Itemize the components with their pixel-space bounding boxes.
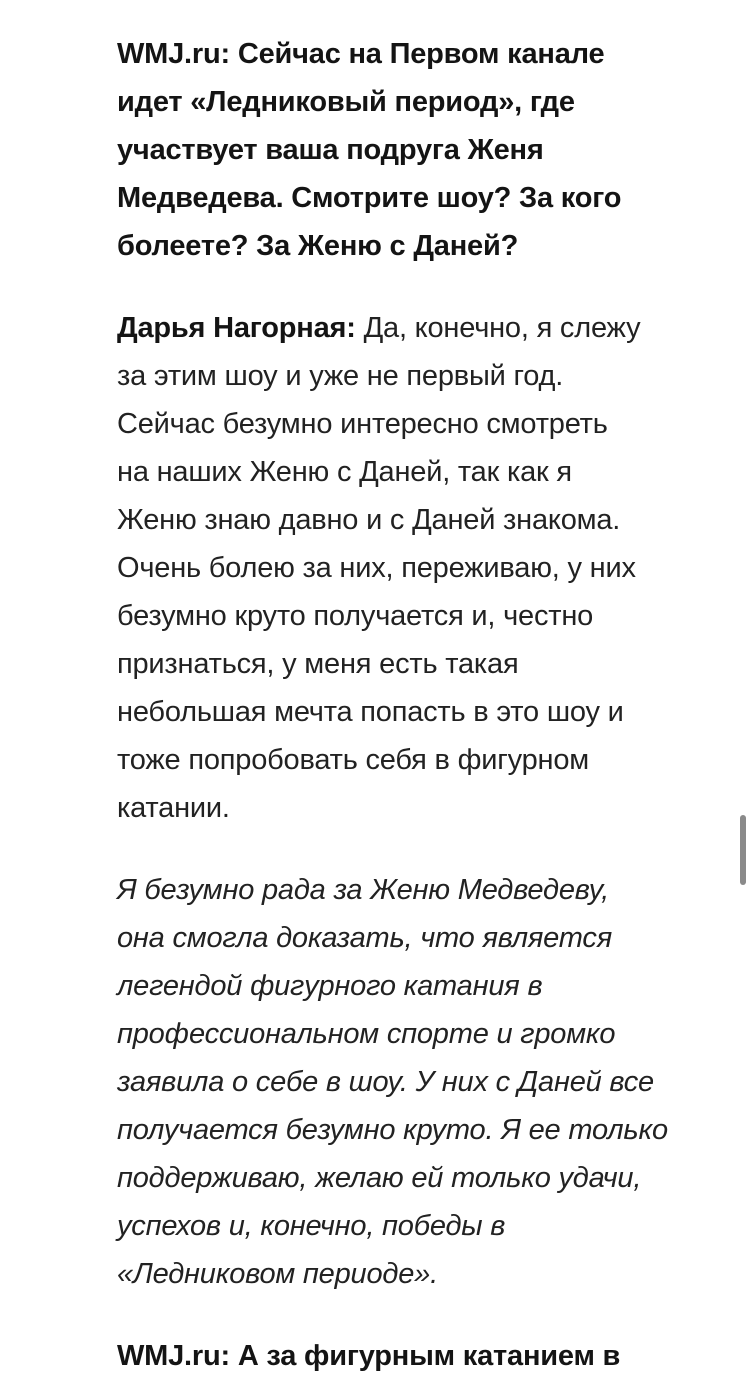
text-line: она смогла доказать, что является [117,922,613,954]
text-line: Сейчас безумно интересно смотреть [117,408,608,440]
text-line: за этим шоу и уже не первый год. [117,360,564,392]
text-line: признаться, у меня есть такая [117,648,519,680]
text-line: на наших Женю с Даней, так как я [117,456,572,488]
article-body [117,30,697,1380]
text-line: профессиональном спорте и громко [117,1018,616,1050]
text-line: участвует ваша подруга Женя [117,134,544,166]
text-line: получается безумно круто. Я ее только [117,1114,668,1146]
text-line: болеете? За Женю с Даней? [117,230,519,262]
scrollbar-thumb[interactable] [740,815,746,885]
text-line: легендой фигурного катания в [117,970,543,1002]
interview-question-partial: WMJ.ru: А за фигурным катанием в [117,1340,621,1372]
text-line: успехов и, конечно, победы в [117,1210,506,1242]
text-line [117,304,697,352]
text-line: Медведева. Смотрите шоу? За кого [117,182,622,214]
text-line: безумно круто получается и, честно [117,600,594,632]
text-line: «Ледниковом периоде». [117,1258,438,1290]
text-line: тоже попробовать себя в фигурном [117,744,590,776]
pull-quote [117,866,697,1298]
text-line: поддерживаю, желаю ей только удачи, [117,1162,642,1194]
text-line: заявила о себе в шоу. У них с Даней все [117,1066,654,1098]
text-line: Женю знаю давно и с Даней знакома. [117,504,621,536]
text-line: идет «Ледниковый период», где [117,86,575,118]
text-line: Очень болею за них, переживаю, у них [117,552,636,584]
text-line: Я безумно рада за Женю Медведеву, [117,874,609,906]
speaker-name: Дарья Нагорная: [117,312,356,344]
text-line: катании. [117,792,230,824]
interview-answer [117,304,697,832]
text-line: небольшая мечта попасть в это шоу и [117,696,624,728]
interview-question [117,30,697,270]
text-line: WMJ.ru: Сейчас на Первом канале [117,38,605,70]
answer-text: Да, конечно, я слежу [355,312,641,344]
